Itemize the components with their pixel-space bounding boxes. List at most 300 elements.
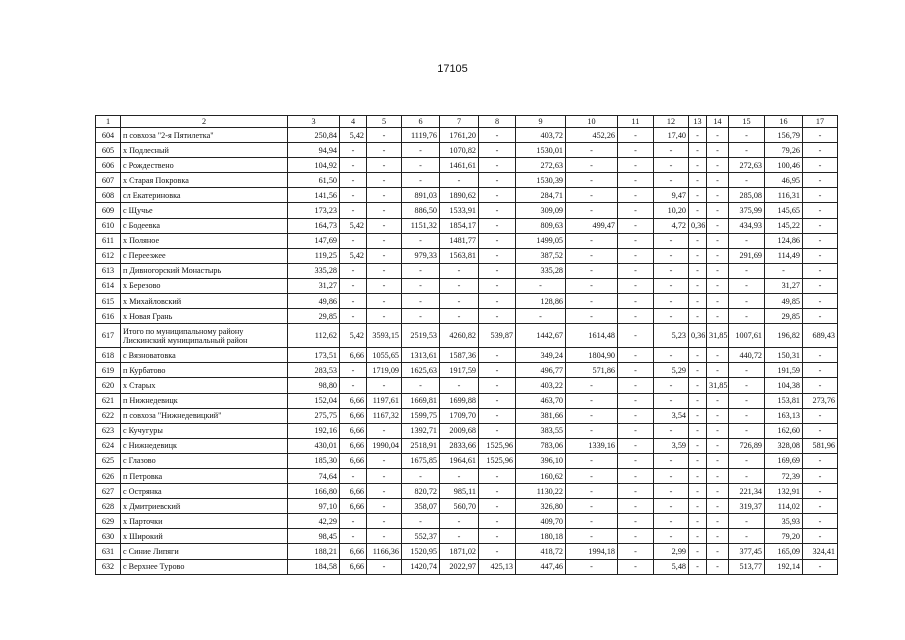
table-row <box>96 559 838 574</box>
settlement-name-cell: х Михайловский <box>121 294 288 309</box>
value-cell: - <box>340 143 367 158</box>
value-cell: 513,77 <box>729 559 765 574</box>
value-cell: 1614,48 <box>566 324 618 348</box>
row-number-cell: 632 <box>96 559 121 574</box>
settlement-name-cell: п Петровка <box>121 468 288 483</box>
row-number-cell: 625 <box>96 453 121 468</box>
value-cell: - <box>654 423 689 438</box>
value-cell: 1675,85 <box>402 453 440 468</box>
column-header: 17 <box>803 116 838 128</box>
value-cell: - <box>340 233 367 248</box>
value-cell: - <box>707 218 729 233</box>
value-cell: - <box>479 378 516 393</box>
value-cell: - <box>479 248 516 263</box>
value-cell: 5,29 <box>654 363 689 378</box>
value-cell: 1339,16 <box>566 438 618 453</box>
value-cell: - <box>729 514 765 529</box>
data-table <box>95 115 838 575</box>
value-cell: 104,38 <box>765 378 803 393</box>
row-number-cell: 605 <box>96 143 121 158</box>
value-cell: 46,95 <box>765 173 803 188</box>
value-cell: - <box>707 484 729 499</box>
value-cell: 581,96 <box>803 438 838 453</box>
value-cell: - <box>479 393 516 408</box>
value-cell: - <box>440 468 479 483</box>
value-cell: - <box>402 468 440 483</box>
value-cell: 6,66 <box>340 393 367 408</box>
value-cell: - <box>402 309 440 324</box>
value-cell: - <box>479 233 516 248</box>
value-cell: - <box>367 173 402 188</box>
value-cell: - <box>689 378 707 393</box>
value-cell: 272,63 <box>516 158 566 173</box>
value-cell: - <box>566 233 618 248</box>
value-cell: - <box>367 203 402 218</box>
value-cell: - <box>566 514 618 529</box>
value-cell: 1520,95 <box>402 544 440 559</box>
value-cell: - <box>654 484 689 499</box>
value-cell: 689,43 <box>803 324 838 348</box>
value-cell: - <box>402 278 440 293</box>
value-cell: - <box>729 468 765 483</box>
value-cell: - <box>367 499 402 514</box>
settlement-name-cell: п Нижнедевицк <box>121 393 288 408</box>
table-header-row <box>96 116 838 128</box>
value-cell: - <box>729 393 765 408</box>
value-cell: - <box>479 484 516 499</box>
value-cell: - <box>618 218 654 233</box>
value-cell: 9,47 <box>654 188 689 203</box>
value-cell: - <box>729 278 765 293</box>
value-cell: - <box>618 559 654 574</box>
value-cell: - <box>729 529 765 544</box>
value-cell: - <box>729 233 765 248</box>
value-cell: 192,16 <box>288 423 340 438</box>
value-cell: 1525,96 <box>479 453 516 468</box>
value-cell: 1166,36 <box>367 544 402 559</box>
value-cell: - <box>367 143 402 158</box>
value-cell: - <box>440 294 479 309</box>
value-cell: 326,80 <box>516 499 566 514</box>
settlement-name-cell: с Нижнедевицк <box>121 438 288 453</box>
settlement-name-cell: п совхоза "Нижнедевицкий" <box>121 408 288 423</box>
value-cell: 98,45 <box>288 529 340 544</box>
value-cell: - <box>707 278 729 293</box>
value-cell: 250,84 <box>288 128 340 143</box>
value-cell: 31,85 <box>707 378 729 393</box>
table-row <box>96 348 838 363</box>
value-cell: 5,42 <box>340 248 367 263</box>
value-cell: - <box>479 309 516 324</box>
value-cell: - <box>765 263 803 278</box>
value-cell: 5,42 <box>340 128 367 143</box>
value-cell: 31,27 <box>288 278 340 293</box>
value-cell: 156,79 <box>765 128 803 143</box>
value-cell: - <box>618 393 654 408</box>
table-row <box>96 203 838 218</box>
value-cell: - <box>729 408 765 423</box>
value-cell: 499,47 <box>566 218 618 233</box>
column-header: 6 <box>402 116 440 128</box>
row-number-cell: 626 <box>96 468 121 483</box>
value-cell: - <box>479 468 516 483</box>
row-number-cell: 612 <box>96 248 121 263</box>
value-cell: 726,89 <box>729 438 765 453</box>
value-cell: 35,93 <box>765 514 803 529</box>
value-cell: - <box>367 514 402 529</box>
value-cell: - <box>618 294 654 309</box>
value-cell: - <box>618 484 654 499</box>
value-cell: - <box>479 143 516 158</box>
value-cell: 150,31 <box>765 348 803 363</box>
value-cell: - <box>566 278 618 293</box>
value-cell: 560,70 <box>440 499 479 514</box>
value-cell: 173,51 <box>288 348 340 363</box>
table-row <box>96 378 838 393</box>
value-cell: - <box>689 294 707 309</box>
value-cell: 1871,02 <box>440 544 479 559</box>
value-cell: 2,99 <box>654 544 689 559</box>
value-cell: - <box>618 363 654 378</box>
value-cell: - <box>566 484 618 499</box>
value-cell: - <box>566 173 618 188</box>
value-cell: 152,04 <box>288 393 340 408</box>
value-cell: - <box>707 468 729 483</box>
value-cell: - <box>803 278 838 293</box>
value-cell: - <box>689 158 707 173</box>
value-cell: - <box>689 514 707 529</box>
value-cell: - <box>479 203 516 218</box>
value-cell: 112,62 <box>288 324 340 348</box>
value-cell: 275,75 <box>288 408 340 423</box>
value-cell: - <box>618 378 654 393</box>
value-cell: - <box>689 309 707 324</box>
value-cell: - <box>340 468 367 483</box>
value-cell: - <box>654 468 689 483</box>
table-row <box>96 294 838 309</box>
value-cell: 1119,76 <box>402 128 440 143</box>
value-cell: 463,70 <box>516 393 566 408</box>
value-cell: 72,39 <box>765 468 803 483</box>
value-cell: 1461,61 <box>440 158 479 173</box>
row-number-cell: 617 <box>96 324 121 348</box>
value-cell: 49,86 <box>288 294 340 309</box>
value-cell: 1994,18 <box>566 544 618 559</box>
column-header: 4 <box>340 116 367 128</box>
value-cell: 114,02 <box>765 499 803 514</box>
value-cell: - <box>689 438 707 453</box>
table-row <box>96 529 838 544</box>
settlement-name-cell: с Бодеевка <box>121 218 288 233</box>
settlement-name-cell: п Курбатово <box>121 363 288 378</box>
row-number-cell: 622 <box>96 408 121 423</box>
settlement-name-cell: с Переезжее <box>121 248 288 263</box>
value-cell: - <box>479 408 516 423</box>
column-header: 11 <box>618 116 654 128</box>
table-row <box>96 484 838 499</box>
value-cell: 387,52 <box>516 248 566 263</box>
settlement-name-cell: с Глазово <box>121 453 288 468</box>
value-cell: 284,71 <box>516 188 566 203</box>
row-number-cell: 614 <box>96 278 121 293</box>
value-cell: - <box>803 173 838 188</box>
value-cell: 192,14 <box>765 559 803 574</box>
value-cell: 434,93 <box>729 218 765 233</box>
value-cell: 1533,91 <box>440 203 479 218</box>
value-cell: - <box>402 294 440 309</box>
value-cell: - <box>566 158 618 173</box>
value-cell: - <box>618 248 654 263</box>
value-cell: 552,37 <box>402 529 440 544</box>
value-cell: 2022,97 <box>440 559 479 574</box>
value-cell: - <box>689 453 707 468</box>
value-cell: - <box>707 453 729 468</box>
column-header: 16 <box>765 116 803 128</box>
table-row <box>96 173 838 188</box>
value-cell: 6,66 <box>340 544 367 559</box>
value-cell: - <box>367 453 402 468</box>
value-cell: - <box>367 218 402 233</box>
value-cell: - <box>803 529 838 544</box>
table-row <box>96 263 838 278</box>
value-cell: 1990,04 <box>367 438 402 453</box>
row-number-cell: 623 <box>96 423 121 438</box>
value-cell: - <box>566 203 618 218</box>
value-cell: - <box>803 499 838 514</box>
value-cell: 98,80 <box>288 378 340 393</box>
value-cell: - <box>440 278 479 293</box>
row-number-cell: 607 <box>96 173 121 188</box>
value-cell: - <box>803 294 838 309</box>
value-cell: 335,28 <box>516 263 566 278</box>
column-header: 5 <box>367 116 402 128</box>
value-cell: - <box>402 378 440 393</box>
value-cell: - <box>516 278 566 293</box>
value-cell: 2518,91 <box>402 438 440 453</box>
value-cell: - <box>618 158 654 173</box>
value-cell: - <box>402 143 440 158</box>
value-cell: 291,69 <box>729 248 765 263</box>
value-cell: - <box>479 544 516 559</box>
value-cell: 783,06 <box>516 438 566 453</box>
value-cell: 403,72 <box>516 128 566 143</box>
value-cell: 145,22 <box>765 218 803 233</box>
value-cell: - <box>340 203 367 218</box>
value-cell: - <box>566 393 618 408</box>
value-cell: - <box>618 408 654 423</box>
row-number-cell: 630 <box>96 529 121 544</box>
value-cell: - <box>654 158 689 173</box>
value-cell: - <box>707 348 729 363</box>
value-cell: 153,81 <box>765 393 803 408</box>
value-cell: 128,86 <box>516 294 566 309</box>
value-cell: - <box>440 529 479 544</box>
value-cell: 440,72 <box>729 348 765 363</box>
value-cell: - <box>707 143 729 158</box>
value-cell: 119,25 <box>288 248 340 263</box>
column-header: 12 <box>654 116 689 128</box>
value-cell: - <box>689 203 707 218</box>
value-cell: - <box>618 544 654 559</box>
table-row <box>96 143 838 158</box>
table-row <box>96 128 838 143</box>
column-header: 10 <box>566 116 618 128</box>
value-cell: 309,09 <box>516 203 566 218</box>
value-cell: - <box>689 188 707 203</box>
value-cell: - <box>729 263 765 278</box>
value-cell: - <box>707 363 729 378</box>
value-cell: 539,87 <box>479 324 516 348</box>
value-cell: - <box>566 143 618 158</box>
value-cell: - <box>689 529 707 544</box>
value-cell: - <box>654 278 689 293</box>
table-row <box>96 278 838 293</box>
value-cell: - <box>618 263 654 278</box>
value-cell: 2519,53 <box>402 324 440 348</box>
value-cell: - <box>689 468 707 483</box>
value-cell: - <box>367 468 402 483</box>
value-cell: 10,20 <box>654 203 689 218</box>
settlement-name-cell: сл Екатериновка <box>121 188 288 203</box>
value-cell: - <box>516 309 566 324</box>
value-cell: - <box>618 468 654 483</box>
value-cell: - <box>707 294 729 309</box>
value-cell: - <box>479 218 516 233</box>
value-cell: - <box>618 309 654 324</box>
row-number-cell: 606 <box>96 158 121 173</box>
value-cell: - <box>707 203 729 218</box>
value-cell: 104,92 <box>288 158 340 173</box>
value-cell: - <box>707 408 729 423</box>
value-cell: - <box>618 143 654 158</box>
row-number-cell: 627 <box>96 484 121 499</box>
value-cell: - <box>803 378 838 393</box>
value-cell: - <box>654 393 689 408</box>
value-cell: 180,18 <box>516 529 566 544</box>
value-cell: 1854,17 <box>440 218 479 233</box>
value-cell: - <box>618 438 654 453</box>
value-cell: - <box>618 173 654 188</box>
value-cell: 4260,82 <box>440 324 479 348</box>
value-cell: - <box>689 499 707 514</box>
value-cell: - <box>689 484 707 499</box>
table-row <box>96 544 838 559</box>
value-cell: 571,86 <box>566 363 618 378</box>
value-cell: - <box>402 514 440 529</box>
value-cell: - <box>689 363 707 378</box>
value-cell: 1964,61 <box>440 453 479 468</box>
value-cell: - <box>618 514 654 529</box>
column-header: 2 <box>121 116 288 128</box>
value-cell: 358,07 <box>402 499 440 514</box>
value-cell: - <box>729 378 765 393</box>
value-cell: - <box>566 408 618 423</box>
row-number-cell: 609 <box>96 203 121 218</box>
table-row <box>96 248 838 263</box>
value-cell: - <box>367 294 402 309</box>
value-cell: - <box>479 529 516 544</box>
value-cell: 328,08 <box>765 438 803 453</box>
value-cell: - <box>440 514 479 529</box>
value-cell: 1699,88 <box>440 393 479 408</box>
value-cell: 74,64 <box>288 468 340 483</box>
value-cell: - <box>707 188 729 203</box>
value-cell: - <box>803 188 838 203</box>
value-cell: 5,42 <box>340 218 367 233</box>
value-cell: 3,59 <box>654 438 689 453</box>
row-number-cell: 620 <box>96 378 121 393</box>
value-cell: - <box>566 248 618 263</box>
value-cell: 2009,68 <box>440 423 479 438</box>
value-cell: - <box>689 348 707 363</box>
value-cell: - <box>689 544 707 559</box>
value-cell: 79,20 <box>765 529 803 544</box>
column-header: 15 <box>729 116 765 128</box>
value-cell: 5,23 <box>654 324 689 348</box>
value-cell: - <box>654 248 689 263</box>
column-header: 3 <box>288 116 340 128</box>
value-cell: 1669,81 <box>402 393 440 408</box>
value-cell: - <box>340 158 367 173</box>
value-cell: - <box>618 203 654 218</box>
value-cell: - <box>367 188 402 203</box>
value-cell: - <box>340 294 367 309</box>
value-cell: - <box>566 559 618 574</box>
value-cell: 283,53 <box>288 363 340 378</box>
value-cell: 160,62 <box>516 468 566 483</box>
value-cell: - <box>440 378 479 393</box>
value-cell: - <box>618 529 654 544</box>
value-cell: - <box>566 378 618 393</box>
value-cell: - <box>707 309 729 324</box>
column-header: 14 <box>707 116 729 128</box>
settlement-name-cell: х Поляное <box>121 233 288 248</box>
settlement-name-cell: х Дмитриевский <box>121 499 288 514</box>
value-cell: - <box>566 499 618 514</box>
value-cell: 1625,63 <box>402 363 440 378</box>
value-cell: - <box>803 484 838 499</box>
value-cell: - <box>803 218 838 233</box>
table-row <box>96 393 838 408</box>
value-cell: - <box>707 423 729 438</box>
value-cell: 1197,61 <box>367 393 402 408</box>
value-cell: 985,11 <box>440 484 479 499</box>
table-row <box>96 514 838 529</box>
value-cell: 396,10 <box>516 453 566 468</box>
value-cell: 164,73 <box>288 218 340 233</box>
settlement-name-cell: с Щучье <box>121 203 288 218</box>
value-cell: - <box>340 309 367 324</box>
value-cell: 979,33 <box>402 248 440 263</box>
value-cell: - <box>707 248 729 263</box>
value-cell: 188,21 <box>288 544 340 559</box>
value-cell: - <box>803 559 838 574</box>
row-number-cell: 619 <box>96 363 121 378</box>
value-cell: - <box>440 173 479 188</box>
value-cell: - <box>803 363 838 378</box>
value-cell: - <box>654 173 689 188</box>
row-number-cell: 611 <box>96 233 121 248</box>
value-cell: 196,82 <box>765 324 803 348</box>
value-cell: 1709,70 <box>440 408 479 423</box>
value-cell: 5,42 <box>340 324 367 348</box>
value-cell: 3,54 <box>654 408 689 423</box>
table-row <box>96 324 838 348</box>
value-cell: 820,72 <box>402 484 440 499</box>
value-cell: - <box>479 514 516 529</box>
value-cell: - <box>566 423 618 438</box>
value-cell: 162,60 <box>765 423 803 438</box>
